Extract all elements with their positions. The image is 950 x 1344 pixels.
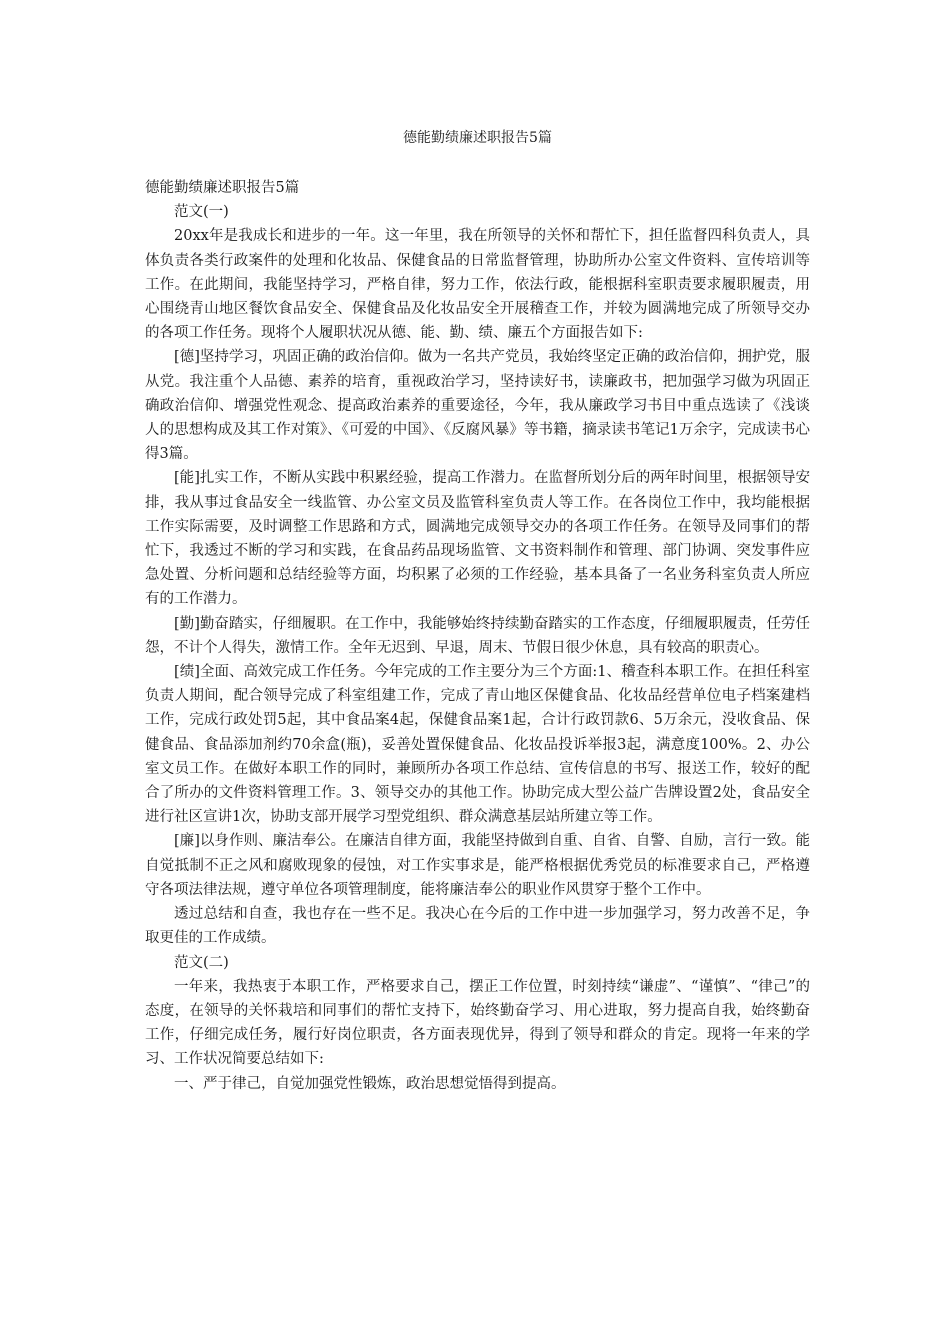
paragraph-section2-point1: 一、严于律己，自觉加强党性锻炼，政治思想觉悟得到提高。 [174, 1075, 566, 1092]
paragraph-qin: [勤]勤奋踏实，仔细履职。在工作中，我能够始终持续勤奋踏实的工作态度，仔细履职履责，任劳任怨，不计个人得失，激情工作。全年无迟到、早退，周末、节假日很少休息，具有较高的职责心。 [145, 615, 810, 656]
paragraph-lian: [廉]以身作则、廉洁奉公。在廉洁自律方面，我能坚持做到自重、自省、自警、自励，言行一致。能自觉抵制不正之风和腐败现象的侵蚀，对工作实事求是，能严格根据优秀党员的标准要求自己，严格遵守各项法律法规，遵守单位各项管理制度，能将廉洁奉公的职业作风贯穿于整个工作中。 [145, 833, 810, 898]
paragraph-intro: 20xx年是我成长和进步的一年。这一年里，我在所领导的关怀和帮忙下，担任监督四科负责人，具体负责各类行政案件的处理和化妆品、保健食品的日常监督管理，协助所办公室文件资料、宣传培训等工作。在此期间，我能坚持学习，严格自律，努力工作，依法行政，能根据科室职责要求履职履责，用心围绕青山地区餐饮食品安全、保健食品及化妆品安全开展稽查工作，并较为圆满地完成了所领导交办的各项工作任务。现将个人履职状况从德、能、勤、绩、廉五个方面报告如下: [145, 228, 810, 342]
document-heading: 德能勤绩廉述职报告5篇 [145, 180, 300, 196]
paragraph-de: [德]坚持学习，巩固正确的政治信仰。做为一名共产党员，我始终坚定正确的政治信仰，拥护党，服从党。我注重个人品德、素养的培育，重视政治学习，坚持读好书，读廉政书，把加强学习做为巩固正确政治信仰、增强党性观念、提高政治素养的重要途径，今年，我从廉政学习书目中重点选读了《浅谈人的思想构成及其工作对策》、《可爱的中国》、《反腐风暴》等书籍，摘录读书笔记1万余字，完成读书心得3篇。 [145, 349, 810, 463]
paragraph-section2-intro: 一年来，我热衷于本职工作，严格要求自己，摆正工作位置，时刻持续“谦虚”、“谨慎”、“律己”的态度，在领导的关怀栽培和同事们的帮忙支持下，始终勤奋学习、用心进取，努力提高自我，始终勤奋工作，仔细完成任务，履行好岗位职责，各方面表现优异，得到了领导和群众的肯定。现将一年来的学习、工作状况简要总结如下: [145, 978, 810, 1068]
paragraph-summary: 透过总结和自查，我也存在一些不足。我决心在今后的工作中进一步加强学习，努力改善不足，争取更佳的工作成绩。 [145, 906, 810, 947]
section-label-1: 范文(一) [174, 204, 229, 221]
page-title: 德能勤绩廉述职报告5篇 [403, 130, 552, 146]
paragraph-ji: [绩]全面、高效完成工作任务。今年完成的工作主要分为三个方面:1、稽查科本职工作。在担任科室负责人期间，配合领导完成了科室组建工作，完成了青山地区保健食品、化妆品经营单位电子档案建档工作，完成行政处罚5起，其中食品案4起，保健食品案1起，合计行政罚款6、5万余元，没收食品、保健食品、食品添加剂约70余盒(瓶)，妥善处置保健食品、化妆品投诉举报3起，满意度100%。2、办公室文员工作。在做好本职工作的同时，兼顾所办各项工作总结、宣传信息的书写、报送工作，较好的配合了所办的文件资料管理工作。3、领导交办的其他工作。协助完成大型公益广告牌设置2处，食品安全进行社区宣讲1次，协助支部开展学习型党组织、群众满意基层站所建立等工作。 [145, 664, 810, 826]
section-label-2: 范文(二) [174, 954, 229, 971]
document-body [145, 176, 810, 1096]
paragraph-neng: [能]扎实工作，不断从实践中积累经验，提高工作潜力。在监督所划分后的两年时间里，根据领导安排，我从事过食品安全一线监管、办公室文员及监管科室负责人等工作。在各岗位工作中，我均能根据工作实际需要，及时调整工作思路和方式，圆满地完成领导交办的各项工作任务。在领导及同事们的帮忙下，我透过不断的学习和实践，在食品药品现场监管、文书资料制作和管理、部门协调、突发事件应急处置、分析问题和总结经验等方面，均积累了必须的工作经验，基本具备了一名业务科室负责人所应有的工作潜力。 [145, 470, 810, 608]
